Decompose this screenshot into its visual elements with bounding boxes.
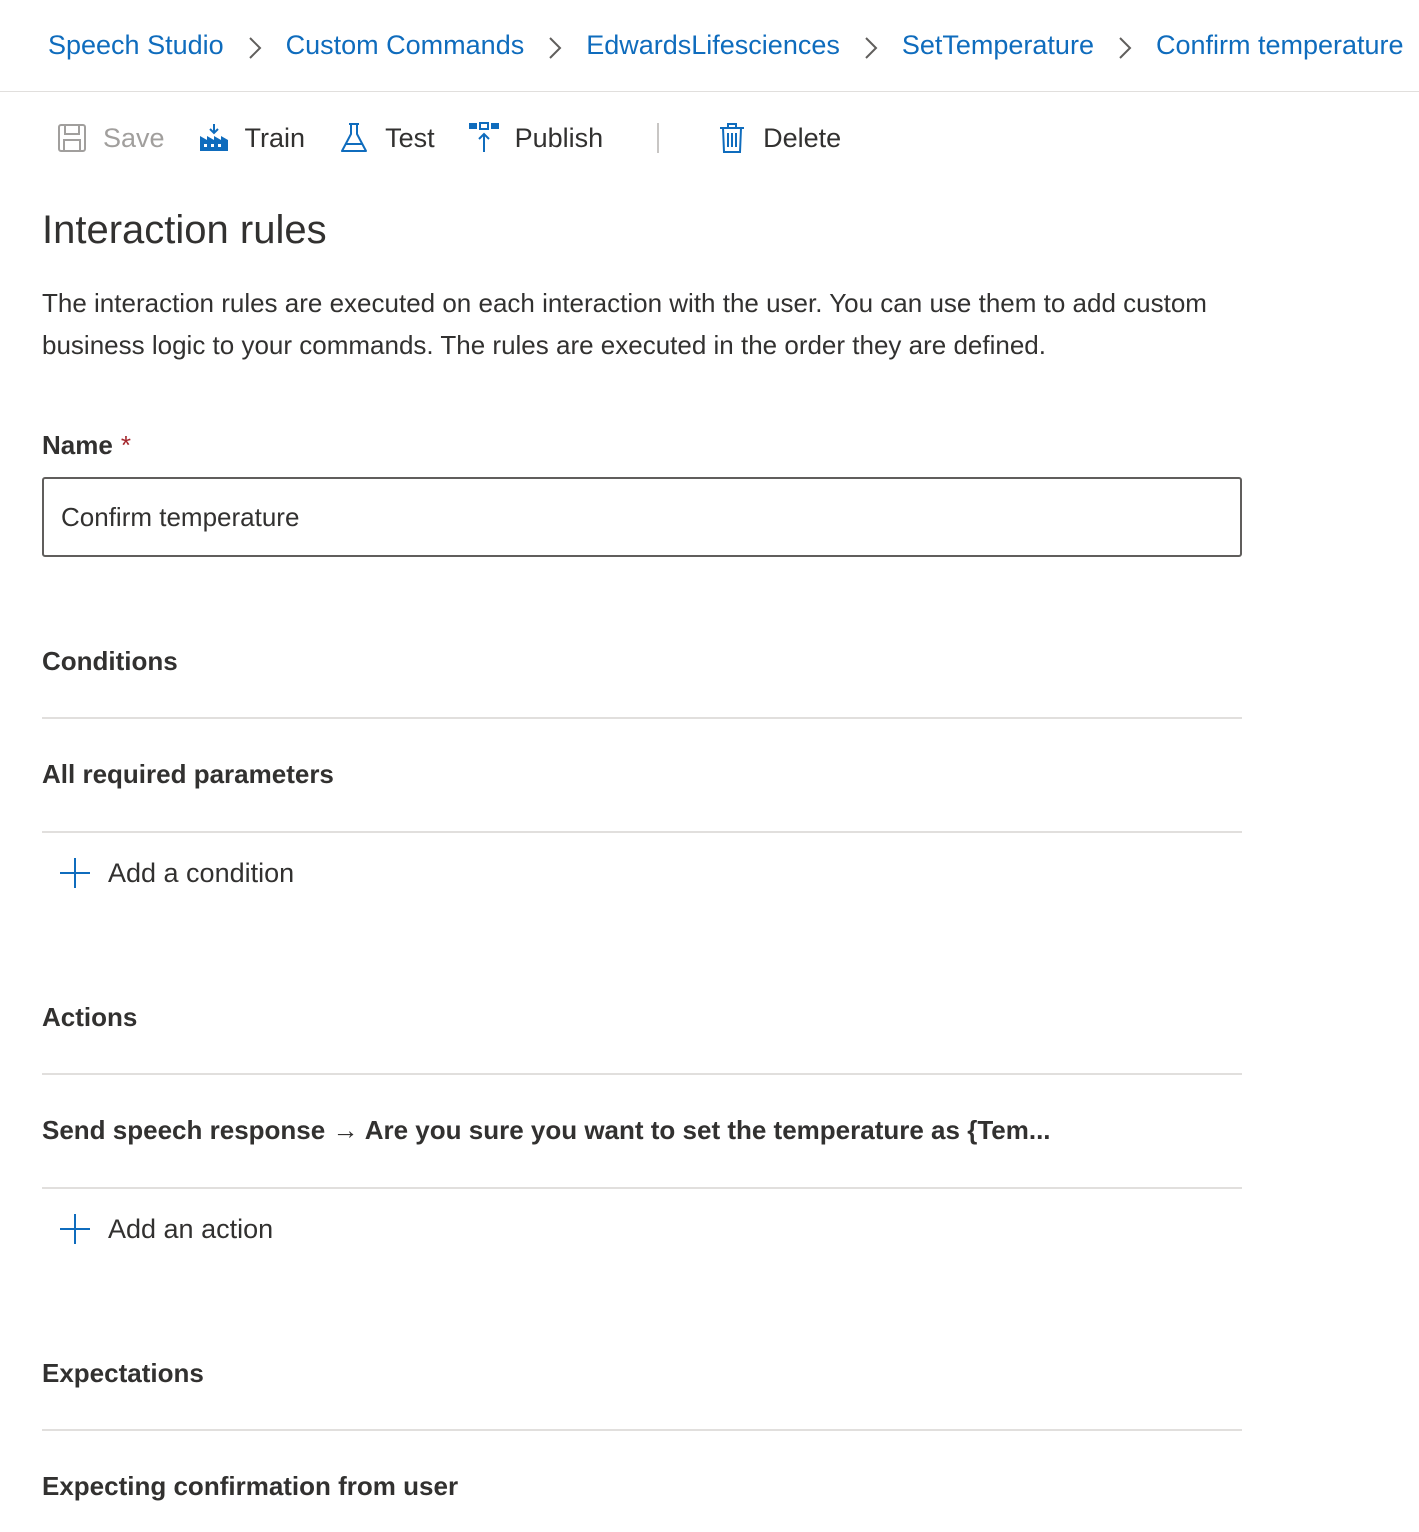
delete-label: Delete <box>763 122 842 153</box>
add-condition-label: Add a condition <box>108 857 295 888</box>
condition-item-divider <box>42 831 1242 833</box>
required-marker: * <box>120 430 131 460</box>
chevron-right-icon <box>538 31 572 65</box>
breadcrumb-current-rule[interactable]: Confirm temperature <box>1155 30 1404 60</box>
publish-icon <box>467 121 501 155</box>
trash-icon <box>715 121 749 155</box>
action-item-divider <box>42 1187 1242 1189</box>
publish-label: Publish <box>514 122 604 153</box>
publish-button[interactable] <box>467 121 604 155</box>
command-toolbar <box>0 92 1419 184</box>
conditions-section-title: Conditions <box>42 646 178 676</box>
breadcrumb-speech-studio[interactable]: Speech Studio <box>48 30 224 60</box>
expectations-section-title: Expectations <box>42 1358 204 1388</box>
breadcrumb-custom-commands[interactable]: Custom Commands <box>285 30 525 60</box>
actions-section-title: Actions <box>42 1002 138 1032</box>
chevron-right-icon <box>1108 31 1142 65</box>
add-action-button[interactable] <box>58 1212 273 1246</box>
save-icon <box>55 121 89 155</box>
save-label: Save <box>103 122 165 153</box>
expectation-item[interactable]: Expecting confirmation from user <box>42 1471 459 1501</box>
save-button[interactable] <box>55 121 165 155</box>
name-input[interactable] <box>42 477 1242 557</box>
toolbar-divider <box>657 123 659 153</box>
actions-divider <box>42 1073 1242 1075</box>
add-condition-button[interactable] <box>58 856 294 890</box>
test-label: Test <box>385 122 435 153</box>
page-title: Interaction rules <box>42 208 327 252</box>
test-flask-icon <box>337 121 371 155</box>
chevron-right-icon <box>238 31 272 65</box>
delete-button[interactable] <box>715 121 841 155</box>
add-action-label: Add an action <box>108 1213 274 1244</box>
breadcrumb-project[interactable]: EdwardsLifesciences <box>586 30 840 60</box>
condition-item[interactable]: All required parameters <box>42 759 334 789</box>
expectations-divider <box>42 1429 1242 1431</box>
name-field-label <box>42 430 131 461</box>
page-description: The interaction rules are executed on each interaction with the user. You can use them to add custom business logic to your commands. The rules are executed in the order they are defined. <box>42 288 1207 360</box>
action-item[interactable]: Send speech response → Are you sure you want to set the temperature as {Tem... <box>42 1115 1051 1145</box>
breadcrumb <box>0 0 1419 92</box>
train-label: Train <box>244 122 306 153</box>
plus-icon <box>58 856 92 890</box>
plus-icon <box>58 1212 92 1246</box>
conditions-divider <box>42 717 1242 719</box>
train-button[interactable] <box>197 121 306 155</box>
name-label-text: Name <box>42 430 113 460</box>
breadcrumb-command[interactable]: SetTemperature <box>901 30 1094 60</box>
test-button[interactable] <box>337 121 435 155</box>
chevron-right-icon <box>854 31 888 65</box>
train-icon <box>197 121 231 155</box>
